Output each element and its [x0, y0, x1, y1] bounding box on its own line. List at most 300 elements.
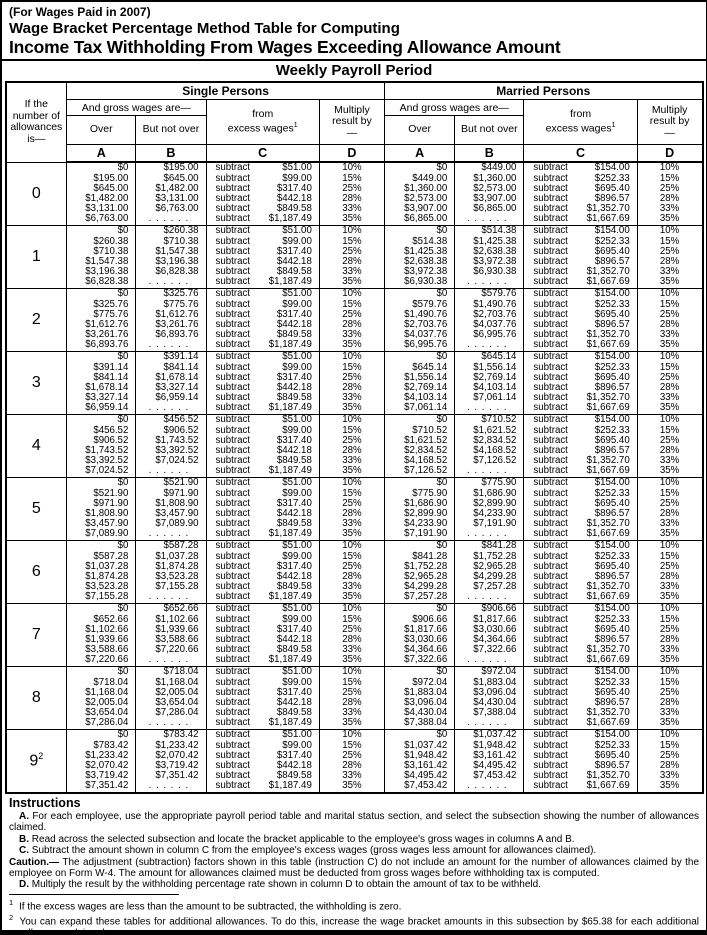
rate-value: 15% — [342, 235, 362, 247]
married-over-cell — [385, 289, 455, 352]
rate-value: 33% — [659, 581, 680, 593]
subtract-word: subtract — [533, 770, 568, 782]
subtract-word: subtract — [533, 717, 568, 729]
subtract-line — [524, 592, 636, 602]
subtract-amount: $317.40 — [276, 560, 312, 572]
single-subtract-cell — [206, 478, 319, 541]
bracket-amount: $972.04 — [412, 676, 448, 688]
subtract-line — [207, 214, 319, 224]
subtract-amount: $51.00 — [282, 477, 312, 489]
subtract-word: subtract — [533, 644, 568, 656]
subtract-amount: $317.40 — [276, 245, 312, 257]
excess-wages-line1: from — [570, 107, 592, 120]
bracket-amount: $6,828.38 — [85, 276, 129, 288]
rate-value: 25% — [342, 623, 362, 635]
bracket-amount: $783.42 — [93, 739, 129, 751]
over-header-single: Over — [67, 116, 136, 145]
married-over-cell-lines — [385, 604, 454, 666]
bracket-amount: $7,322.66 — [473, 644, 517, 656]
single-subtract-cell-lines — [207, 541, 319, 603]
single-subtract-cell — [206, 352, 319, 415]
footnote-1 — [9, 897, 699, 913]
married-rate-cell-lines — [638, 667, 702, 729]
bracket-amount: $325.76 — [163, 288, 199, 300]
single-over-cell-lines — [67, 604, 135, 666]
subtract-word: subtract — [533, 172, 568, 184]
rate-value: 10% — [659, 666, 680, 678]
subtract-word: subtract — [215, 339, 250, 351]
subtract-word: subtract — [215, 528, 250, 540]
bracket-amount: $4,495.42 — [473, 760, 517, 771]
bracket-amount: $645.00 — [93, 182, 129, 194]
subtract-word: subtract — [533, 571, 568, 582]
bracket-amount: $1,752.28 — [473, 550, 517, 562]
rate-value: 25% — [342, 749, 362, 761]
bracket-amount: $1,808.90 — [85, 508, 129, 519]
rate-value: 33% — [342, 644, 362, 656]
bracket-amount: $775.76 — [163, 298, 199, 310]
bracket-amount: $906.52 — [163, 424, 199, 436]
single-over-cell — [67, 352, 136, 415]
rate-value: 35% — [342, 276, 362, 288]
rate-value: 15% — [342, 172, 362, 184]
subtract-amount: $99.00 — [282, 361, 312, 373]
bracket-amount: $3,457.90 — [155, 508, 199, 519]
subtract-amount: $99.00 — [282, 298, 312, 310]
single-but-not-over-cell-lines — [136, 352, 205, 414]
bracket-amount: . . . . . . — [148, 591, 190, 603]
rate-value: 28% — [342, 193, 362, 204]
subtract-word: subtract — [533, 477, 568, 489]
subtract-amount: $1,187.49 — [268, 339, 312, 351]
subtract-word: subtract — [215, 361, 250, 373]
married-rate-cell-lines — [638, 604, 702, 666]
subtract-word: subtract — [533, 560, 568, 572]
column-letter-a-single: A — [67, 145, 136, 163]
subtract-word: subtract — [215, 707, 250, 719]
bracket-amount: $7,286.04 — [85, 717, 129, 729]
rate-value: 10% — [342, 603, 362, 615]
married-over-cell-lines — [385, 226, 454, 288]
bracket-amount: $587.28 — [163, 540, 199, 552]
bracket-amount: $1,168.04 — [85, 686, 129, 698]
married-rate-cell-lines — [638, 226, 702, 288]
married-rate-cell-lines — [638, 163, 702, 225]
bracket-amount: $7,024.52 — [85, 465, 129, 477]
bracket-amount: . . . . . . — [148, 717, 190, 729]
bracket-amount: $4,364.66 — [404, 644, 448, 656]
married-but-not-over-cell — [455, 226, 524, 289]
subtract-amount: $1,667.69 — [586, 339, 630, 351]
subtract-amount: $252.33 — [594, 298, 630, 310]
subtract-line — [207, 466, 319, 476]
subtract-word: subtract — [533, 203, 568, 215]
allowance-section-1 — [6, 226, 703, 289]
subtract-word: subtract — [533, 371, 568, 383]
subtract-word: subtract — [533, 581, 568, 593]
bracket-amount: . . . . . . — [467, 528, 508, 540]
married-subtract-cell-lines — [524, 604, 636, 666]
bracket-amount: $718.04 — [163, 666, 199, 678]
married-but-not-over-cell-lines — [455, 352, 523, 414]
rate-value: 28% — [659, 445, 680, 456]
bracket-amount: . . . . . . — [467, 654, 508, 666]
rate-value: 10% — [342, 414, 362, 426]
single-but-not-over-cell — [136, 289, 206, 352]
married-but-not-over-cell-lines — [455, 478, 523, 540]
allowance-count — [6, 541, 67, 604]
married-over-cell — [385, 667, 455, 730]
period-title: Weekly Payroll Period — [275, 62, 433, 79]
bracket-amount: $1,037.42 — [404, 739, 448, 751]
bracket-amount: $645.14 — [481, 351, 517, 363]
subtract-amount: $252.33 — [594, 613, 630, 625]
single-subtract-cell-lines — [207, 604, 319, 666]
subtract-word: subtract — [533, 288, 568, 300]
bracket-amount: $0 — [436, 162, 448, 174]
bracket-amount: $775.90 — [481, 477, 517, 489]
subtract-word: subtract — [533, 182, 568, 194]
married-rate-cell — [637, 415, 702, 478]
bracket-amount: $841.28 — [412, 550, 448, 562]
instruction-label: A. — [19, 811, 33, 822]
married-subtract-cell-lines — [524, 730, 636, 792]
subtract-amount: $154.00 — [594, 414, 630, 426]
allowance-section-5 — [6, 478, 703, 541]
rate-value: 10% — [659, 603, 680, 615]
subtract-word: subtract — [533, 235, 568, 247]
bracket-amount: $4,495.42 — [404, 770, 448, 782]
rate-value: 35% — [342, 654, 362, 666]
bracket-amount: $1,037.42 — [473, 729, 517, 741]
column-letter-c-married: C — [524, 145, 637, 163]
rate-value: 15% — [342, 739, 362, 751]
subtract-amount: $317.40 — [276, 434, 312, 446]
bracket-amount: $3,131.00 — [85, 203, 129, 215]
bracket-amount: $0 — [436, 603, 448, 615]
subtract-amount: $252.33 — [594, 676, 630, 688]
rate-value: 28% — [342, 697, 362, 708]
married-subtract-cell — [524, 162, 637, 226]
single-rate-cell — [319, 226, 384, 289]
subtract-amount: $51.00 — [282, 225, 312, 237]
instruction-text: Read across the selected subsection and locate the bracket applicable to the employee's gross wages in columns A and B. — [31, 833, 575, 845]
bracket-amount: $2,573.00 — [404, 193, 448, 204]
bracket-amount: . . . . . . — [148, 780, 190, 792]
subtract-word: subtract — [533, 361, 568, 373]
rate-value: 28% — [342, 382, 362, 393]
bracket-amount: $3,523.28 — [155, 571, 199, 582]
bracket-amount: $7,388.04 — [404, 717, 448, 729]
bracket-amount: $906.66 — [481, 603, 517, 615]
single-subtract-cell-lines — [207, 226, 319, 288]
married-subtract-cell — [524, 730, 637, 794]
instruction-item-c — [9, 845, 699, 856]
rate-value: 35% — [659, 717, 680, 729]
rate-value: 35% — [659, 591, 680, 603]
subtract-word: subtract — [215, 276, 250, 288]
rate-value: 15% — [659, 676, 680, 688]
single-rate-cell-lines — [320, 604, 384, 666]
single-rate-cell — [319, 415, 384, 478]
subtract-word: subtract — [215, 193, 250, 204]
rate-value: 35% — [342, 528, 362, 540]
bracket-amount: $0 — [117, 225, 129, 237]
bracket-amount: $1,556.14 — [404, 371, 448, 383]
rate-value: 33% — [659, 518, 680, 530]
subtract-amount: $442.18 — [276, 634, 312, 645]
bracket-amount: $7,322.66 — [404, 654, 448, 666]
bracket-amount: $2,703.76 — [473, 308, 517, 320]
bracket-amount: $456.52 — [163, 414, 199, 426]
subtract-word: subtract — [533, 402, 568, 414]
bracket-amount: $1,817.66 — [404, 623, 448, 635]
married-over-cell-lines — [385, 289, 454, 351]
bracket-amount: $1,743.52 — [85, 445, 129, 456]
multiply-header-single: Multiply result by— — [319, 100, 384, 145]
bracket-amount: . . . . . . — [148, 213, 190, 225]
subtract-amount: $896.57 — [594, 760, 630, 771]
column-letter-c-single: C — [206, 145, 319, 163]
married-persons-header: Married Persons — [385, 82, 703, 100]
rate-value: 25% — [659, 686, 680, 698]
subtract-amount: $695.40 — [594, 308, 630, 320]
subtract-word: subtract — [533, 276, 568, 288]
married-but-not-over-cell — [455, 162, 524, 226]
married-but-not-over-cell-lines — [455, 730, 523, 792]
single-over-cell-lines — [67, 415, 135, 477]
subtract-amount: $99.00 — [282, 676, 312, 688]
subtract-amount: $99.00 — [282, 739, 312, 751]
bracket-amount: $841.28 — [481, 540, 517, 552]
bracket-amount: $2,834.52 — [404, 445, 448, 456]
bracket-amount: $4,430.04 — [404, 707, 448, 719]
bracket-amount: $1,874.28 — [85, 571, 129, 582]
single-subtract-cell — [206, 415, 319, 478]
rate-value: 28% — [342, 508, 362, 519]
married-rate-cell-lines — [638, 415, 702, 477]
bracket-amount: $0 — [436, 477, 448, 489]
married-subtract-cell-lines — [524, 415, 636, 477]
subtract-amount: $695.40 — [594, 245, 630, 257]
single-subtract-cell-lines — [207, 667, 319, 729]
excess-wages-line1: from — [252, 107, 274, 120]
subtract-word: subtract — [533, 225, 568, 237]
single-rate-cell-lines — [320, 730, 384, 792]
bracket-amount: $1,102.66 — [85, 623, 129, 635]
married-but-not-over-cell-lines — [455, 541, 523, 603]
bracket-amount: . . . . . . — [148, 654, 190, 666]
title-line-1: Wage Bracket Percentage Method Table for Computing — [9, 20, 400, 37]
subtract-word: subtract — [215, 634, 250, 645]
excess-wages-line2: excess wages$^1$ — [227, 122, 298, 135]
married-rate-cell-lines — [638, 478, 702, 540]
bracket-amount: $710.38 — [93, 245, 129, 257]
bracket-amount: $2,638.38 — [404, 256, 448, 267]
bracket-amount: $0 — [436, 666, 448, 678]
single-but-not-over-cell-lines — [136, 478, 205, 540]
bracket-amount: $4,168.52 — [404, 455, 448, 467]
married-subtract-cell — [524, 541, 637, 604]
subtract-word: subtract — [215, 203, 250, 215]
rate-value: 10% — [342, 666, 362, 678]
footnote-2-marker: 2 — [38, 751, 44, 762]
subtract-word: subtract — [533, 707, 568, 719]
subtract-amount: $849.58 — [276, 518, 312, 530]
subtract-word: subtract — [533, 339, 568, 351]
bracket-amount: $2,965.28 — [404, 571, 448, 582]
column-letters-row — [6, 145, 703, 163]
subtract-amount: $1,187.49 — [268, 591, 312, 603]
bracket-amount: $2,965.28 — [473, 560, 517, 572]
bracket-amount: $260.38 — [93, 235, 129, 247]
subtract-word: subtract — [215, 266, 250, 278]
single-over-cell-lines — [67, 163, 135, 225]
married-but-not-over-cell — [455, 352, 524, 415]
rate-value: 25% — [659, 749, 680, 761]
subtract-amount: $1,187.49 — [268, 402, 312, 414]
bracket-amount: $1,482.00 — [155, 182, 199, 194]
subtract-amount: $154.00 — [594, 540, 630, 552]
instruction-item-d — [9, 879, 699, 890]
subtract-word: subtract — [215, 780, 250, 792]
subtract-word: subtract — [215, 288, 250, 300]
subtract-amount: $896.57 — [594, 319, 630, 330]
subtract-word: subtract — [215, 560, 250, 572]
bracket-amount: $4,103.14 — [404, 392, 448, 404]
subtract-amount: $896.57 — [594, 508, 630, 519]
footnote-marker: 1 — [9, 897, 14, 907]
bracket-amount: $0 — [436, 540, 448, 552]
married-rate-cell — [637, 289, 702, 352]
subtract-word: subtract — [533, 298, 568, 310]
bracket-amount: $0 — [117, 666, 129, 678]
rate-value: 15% — [342, 361, 362, 373]
bracket-amount: $3,719.42 — [155, 760, 199, 771]
married-over-cell-lines — [385, 163, 454, 225]
subtract-word: subtract — [533, 465, 568, 477]
bracket-amount: $521.90 — [93, 487, 129, 499]
subtract-amount: $695.40 — [594, 686, 630, 698]
rate-value: 15% — [659, 424, 680, 436]
subtract-amount: $99.00 — [282, 235, 312, 247]
allowance-count — [6, 352, 67, 415]
subtract-amount: $99.00 — [282, 613, 312, 625]
married-rate-cell-lines — [638, 289, 702, 351]
bracket-amount: $325.76 — [93, 298, 129, 310]
instruction-text: The adjustment (subtraction) factors shown in this table (instruction C) do not include an amount for the number of allowances claimed by the employee on Form W-4. The amount for allowances claimed must be deducted from gross wages before withholding tax is computed. — [9, 856, 700, 880]
bracket-amount: $7,257.28 — [473, 581, 517, 593]
bracket-amount: $6,763.00 — [85, 213, 129, 225]
bracket-amount: $0 — [117, 603, 129, 615]
rate-value: 35% — [342, 402, 362, 414]
bracket-amount: $841.14 — [93, 371, 129, 383]
bracket-amount: . . . . . . — [467, 780, 508, 792]
bracket-amount: $1,037.28 — [85, 560, 129, 572]
subtract-amount: $1,187.49 — [268, 213, 312, 225]
subtract-word: subtract — [533, 528, 568, 540]
bracket-amount: $7,191.90 — [404, 528, 448, 540]
subtract-word: subtract — [215, 770, 250, 782]
single-persons-header: Single Persons — [67, 82, 385, 100]
bracket-amount: $775.76 — [93, 308, 129, 320]
bracket-amount: $841.14 — [163, 361, 199, 373]
bracket-amount: $0 — [436, 288, 448, 300]
single-subtract-cell-lines — [207, 289, 319, 351]
subtract-line — [524, 466, 636, 476]
single-rate-cell — [319, 289, 384, 352]
rate-value: 35% — [342, 780, 362, 792]
single-over-cell — [67, 730, 136, 794]
single-over-cell-lines — [67, 667, 135, 729]
bracket-amount: $3,096.04 — [473, 686, 517, 698]
rate-value: 10% — [659, 288, 680, 300]
bracket-amount: $652.66 — [163, 603, 199, 615]
single-over-cell — [67, 162, 136, 226]
bracket-amount: $6,893.76 — [85, 339, 129, 351]
subtract-amount: $849.58 — [276, 644, 312, 656]
gross-wages-header-row — [6, 100, 703, 116]
single-subtract-cell — [206, 604, 319, 667]
subtract-line — [524, 655, 636, 665]
footnote-2 — [9, 912, 699, 935]
bracket-amount: $3,719.42 — [85, 770, 129, 782]
bracket-amount: . . . . . . — [148, 276, 190, 288]
subtract-amount: $154.00 — [594, 351, 630, 363]
rate-value: 28% — [342, 256, 362, 267]
bracket-amount: $1,490.76 — [473, 298, 517, 310]
bracket-amount: $1,612.76 — [155, 308, 199, 320]
allowance-section-4 — [6, 415, 703, 478]
single-over-cell-lines — [67, 352, 135, 414]
rate-value: 35% — [659, 528, 680, 540]
allowance-number: 3 — [31, 374, 41, 391]
single-but-not-over-cell-lines — [136, 289, 205, 351]
bracket-amount: $3,907.00 — [473, 193, 517, 204]
subtract-word: subtract — [215, 487, 250, 499]
subtract-amount: $442.18 — [276, 697, 312, 708]
subtract-word: subtract — [533, 623, 568, 635]
rate-value: 15% — [659, 613, 680, 625]
single-but-not-over-cell — [136, 667, 206, 730]
subtract-word: subtract — [215, 591, 250, 603]
subtract-amount: $442.18 — [276, 256, 312, 267]
bracket-amount: $579.76 — [481, 288, 517, 300]
bracket-amount: $7,089.90 — [155, 518, 199, 530]
bracket-amount: $1,883.04 — [473, 676, 517, 688]
subtract-amount: $695.40 — [594, 371, 630, 383]
subtract-word: subtract — [215, 676, 250, 688]
allowance-number: 6 — [31, 563, 41, 580]
subtract-word: subtract — [215, 455, 250, 467]
bracket-amount: $7,453.42 — [473, 770, 517, 782]
married-rate-cell — [637, 162, 702, 226]
bracket-amount: $1,547.38 — [155, 245, 199, 257]
allowance-section-2 — [6, 289, 703, 352]
single-rate-cell — [319, 604, 384, 667]
subtract-line — [207, 340, 319, 350]
bracket-amount: $1,939.66 — [85, 634, 129, 645]
bracket-amount: $2,769.14 — [404, 382, 448, 393]
rate-value: 28% — [659, 508, 680, 519]
rate-value: 10% — [342, 162, 362, 174]
rate-value: 35% — [342, 339, 362, 351]
single-rate-cell-lines — [320, 667, 384, 729]
subtract-amount: $51.00 — [282, 288, 312, 300]
subtract-amount: $442.18 — [276, 760, 312, 771]
subtract-word: subtract — [215, 540, 250, 552]
married-over-cell-lines — [385, 352, 454, 414]
